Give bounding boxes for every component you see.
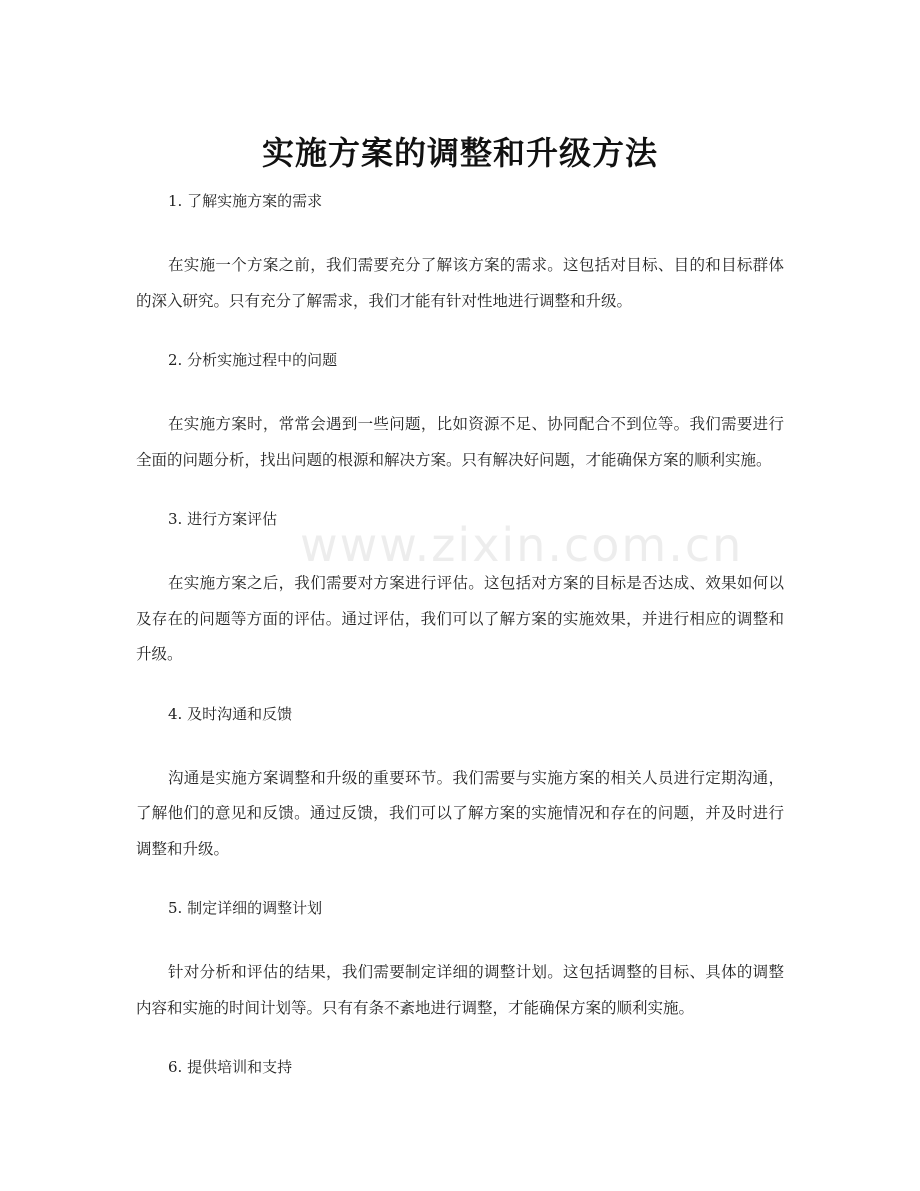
section-paragraph: 在实施方案时，常常会遇到一些问题，比如资源不足、协同配合不到位等。我们需要进行全面的问题分析，找出问题的根源和解决方案。只有解决好问题，才能确保方案的顺利实施。 [136, 415, 784, 469]
document-body [136, 186, 784, 1114]
section-4 [136, 699, 784, 868]
section-heading: 1. 了解实施方案的需求 [168, 192, 323, 210]
section-paragraph: 沟通是实施方案调整和升级的重要环节。我们需要与实施方案的相关人员进行定期沟通，了解他们的意见和反馈。通过反馈，我们可以了解方案的实施情况和存在的问题，并及时进行调整和升级。 [136, 768, 784, 858]
section-paragraph: 在实施一个方案之前，我们需要充分了解该方案的需求。这包括对目标、目的和目标群体的深入研究。只有充分了解需求，我们才能有针对性地进行调整和升级。 [136, 256, 784, 310]
section-paragraph: 在实施方案之后，我们需要对方案进行评估。这包括对方案的目标是否达成、效果如何以及存在的问题等方面的评估。通过评估，我们可以了解方案的实施效果，并进行相应的调整和升级。 [136, 574, 784, 663]
section-heading: 2. 分析实施过程中的问题 [168, 351, 338, 369]
section-5 [136, 893, 784, 1026]
section-paragraph: 针对分析和评估的结果，我们需要制定详细的调整计划。这包括调整的目标、具体的调整内容和实施的时间计划等。只有有条不紊地进行调整，才能确保方案的顺利实施。 [136, 963, 784, 1017]
watermark: www.zixin.com.cn [300, 518, 744, 572]
section-2 [136, 345, 784, 478]
document-title: 实施方案的调整和升级方法 [261, 134, 658, 173]
section-heading: 4. 及时沟通和反馈 [168, 704, 293, 723]
section-3 [136, 504, 784, 673]
section-heading: 5. 制定详细的调整计划 [168, 899, 323, 917]
section-6 [136, 1052, 784, 1082]
section-heading: 6. 提供培训和支持 [168, 1058, 293, 1076]
section-heading: 3. 进行方案评估 [168, 510, 278, 528]
section-1 [136, 186, 784, 319]
